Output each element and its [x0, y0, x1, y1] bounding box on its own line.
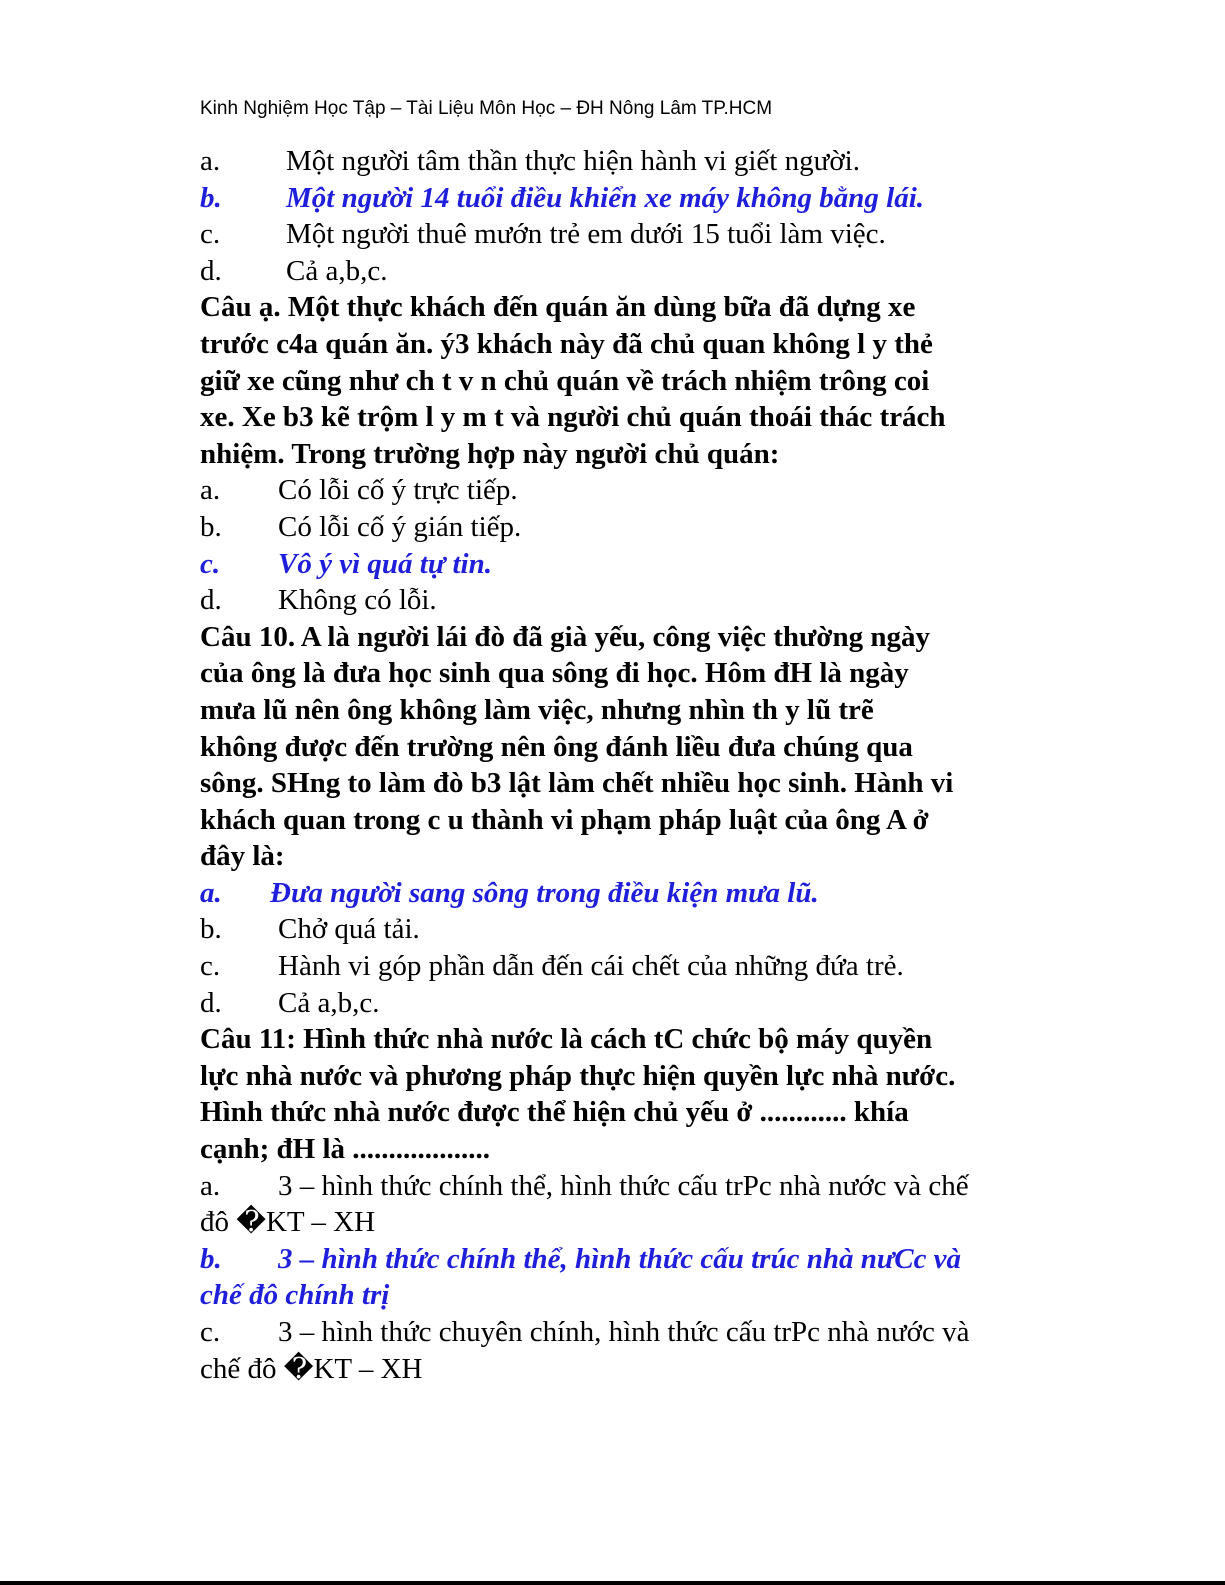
question-11-line: Hình thức nhà nước được thể hiện chủ yếu ở ............ khía [200, 1096, 909, 1129]
option-text: Không có lỗi. [278, 584, 437, 617]
option-text: Vô ý vì quá tự tin. [278, 547, 492, 580]
correct-answer-option [200, 875, 1040, 912]
option-label: c. [200, 1316, 221, 1348]
option-label: a. [200, 474, 221, 507]
answer-option [200, 1314, 1040, 1351]
option-text: 3 – hình thức chính thể, hình thức cấu trPc nhà nước và chế [278, 1169, 969, 1202]
option-label: c. [200, 950, 221, 983]
option-label: b. [200, 181, 222, 214]
question-10-line: khách quan trong c u thành vi phạm pháp luật của ông A ở [200, 803, 929, 836]
answer-option [200, 985, 1040, 1022]
question-9-line: trước c4a quán ăn. ý3 khách này đã chủ quan không l y thẻ [200, 327, 933, 360]
question-11-line: lực nhà nước và phương pháp thực hiện quyền lực nhà nước. [200, 1059, 956, 1092]
correct-answer-option [200, 180, 1040, 217]
question-10-line: mưa lũ nên ông không làm việc, nhưng nhìn th y lũ trẽ [200, 693, 874, 726]
question-11-line: Câu 11: Hình thức nhà nước là cách tC chức bộ máy quyền [200, 1023, 933, 1056]
correct-answer-option [200, 546, 1040, 583]
answer-option [200, 1168, 1040, 1205]
option-text: Cả a,b,c. [286, 254, 388, 287]
option-text: 3 – hình thức chính thể, hình thức cấu trúc nhà nưCc và [278, 1242, 962, 1275]
option-label: b. [200, 510, 222, 543]
option-label: c. [200, 218, 221, 251]
document-body [200, 143, 1040, 1387]
option-text: Có lỗi cố ý gián tiếp. [278, 510, 522, 543]
question-10-line: đây là: [200, 840, 285, 873]
page-bottom-border [0, 1581, 1225, 1585]
page-header: Kinh Nghiệm Học Tập – Tài Liệu Môn Học – ĐH Nông Lâm TP.HCM [200, 98, 773, 119]
answer-option [200, 582, 1040, 619]
option-text: Một người tâm thần thực hiện hành vi giết người. [286, 145, 860, 177]
option-label: a. [200, 145, 221, 177]
question-10-line: sông. SHng to làm đò b3 lật làm chết nhiều học sinh. Hành vi [200, 767, 954, 800]
option-label: c. [200, 547, 221, 580]
option-text: Một người thuê mướn trẻ em dưới 15 tuổi làm việc. [286, 218, 886, 251]
option-text: Đưa người sang sông trong điều kiện mưa lũ. [270, 876, 819, 909]
option-continuation: chế đô �KT – XH [200, 1352, 423, 1385]
option-label: b. [200, 913, 222, 946]
option-continuation: đô �KT – XH [200, 1206, 376, 1239]
question-9-line: Câu ạ. Một thực khách đến quán ăn dùng bữa đã dựng xe [200, 291, 916, 324]
answer-option [200, 143, 1040, 180]
option-label: b. [200, 1242, 222, 1275]
question-10-line: của ông là đưa học sinh qua sông đi học. Hôm đH là ngày [200, 657, 909, 690]
answer-option [200, 472, 1040, 509]
answer-option [200, 948, 1040, 985]
option-continuation: chế đô chính trị [200, 1279, 390, 1312]
answer-option [200, 509, 1040, 546]
option-label: a. [200, 1169, 221, 1202]
question-10-line: không được đến trường nên ông đánh liều đưa chúng qua [200, 730, 913, 763]
option-text: Chở quá tải. [278, 913, 420, 946]
option-label: d. [200, 986, 222, 1019]
answer-option [200, 216, 1040, 253]
question-9-line: xe. Xe b3 kẽ trộm l y m t và người chủ quán thoái thác trách [200, 401, 946, 434]
question-11-line: cạnh; đH là ................... [200, 1133, 491, 1166]
answer-option [200, 911, 1040, 948]
question-9-line: giữ xe cũng như ch t v n chủ quán về trách nhiệm trông coi [200, 364, 930, 397]
question-10-line: Câu 10. A là người lái đò đã già yếu, công việc thường ngày [200, 620, 930, 653]
option-text: Cả a,b,c. [278, 986, 380, 1019]
option-label: d. [200, 254, 222, 287]
option-text: Có lỗi cố ý trực tiếp. [278, 474, 518, 507]
correct-answer-option [200, 1241, 1040, 1278]
option-text: 3 – hình thức chuyên chính, hình thức cấu trPc nhà nước và [278, 1316, 970, 1348]
option-label: a. [200, 876, 222, 909]
answer-option [200, 253, 1040, 290]
question-9-line: nhiệm. Trong trường hợp này người chủ quán: [200, 437, 780, 470]
option-label: d. [200, 584, 222, 617]
option-text: Hành vi góp phần dẫn đến cái chết của những đứa trẻ. [278, 950, 904, 983]
option-text: Một người 14 tuổi điều khiển xe máy không bằng lái. [286, 181, 924, 214]
